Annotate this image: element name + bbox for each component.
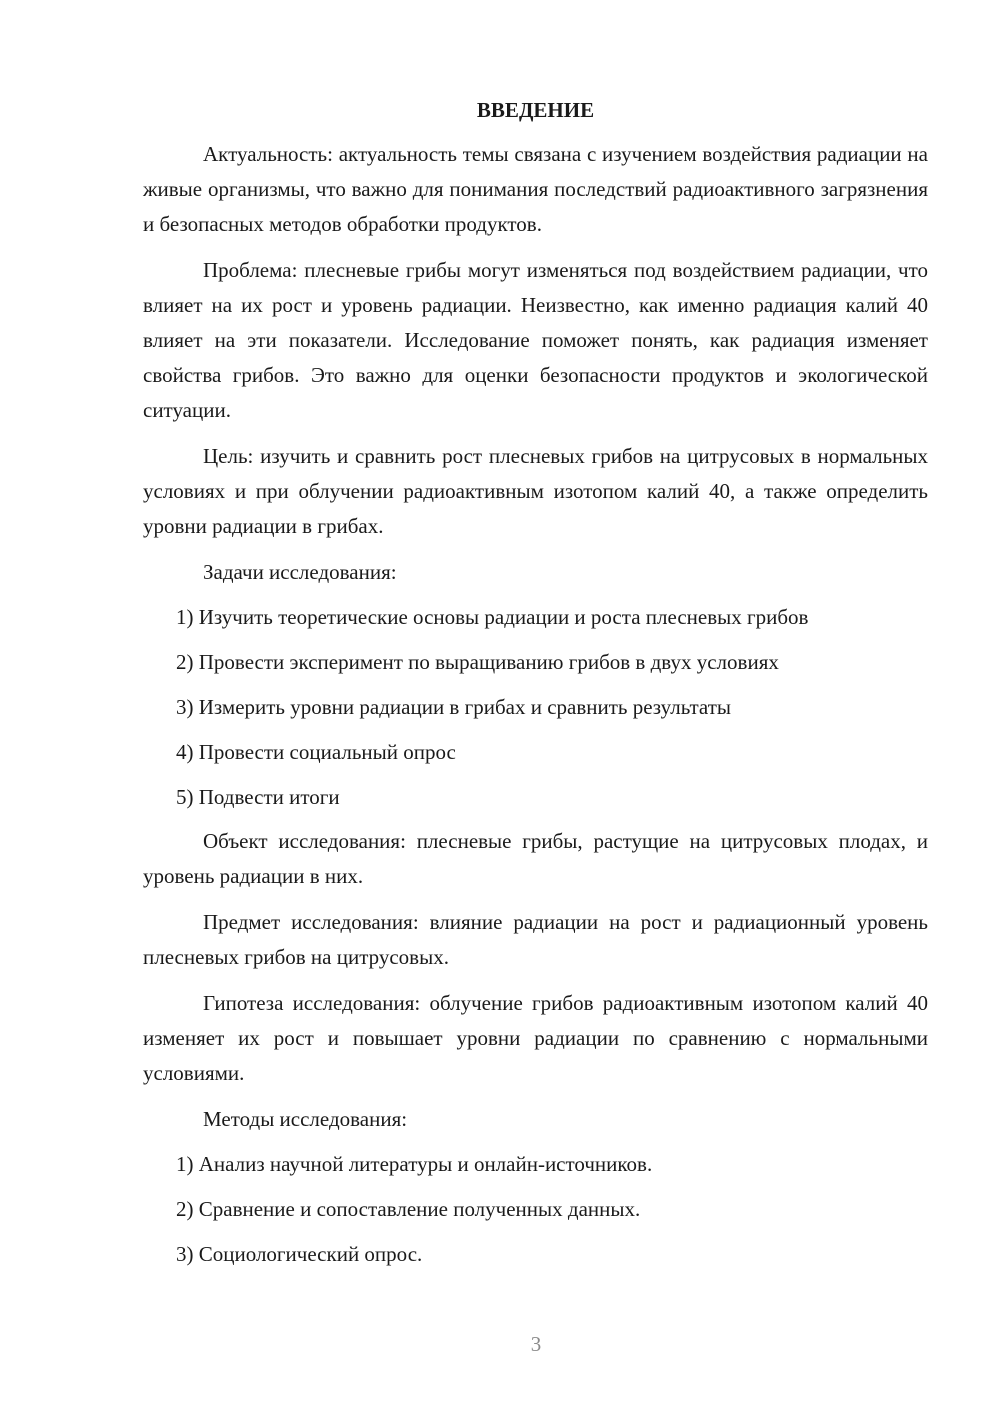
list-item: 1) Анализ научной литературы и онлайн-источников. xyxy=(176,1152,653,1176)
object-paragraph: Объект исследования: плесневые грибы, растущие на цитрусовых плодах, и уровень радиации в них. xyxy=(143,829,928,888)
tasks-label: Задачи исследования: xyxy=(203,560,397,584)
list-item: 3) Социологический опрос. xyxy=(176,1242,423,1266)
document-page xyxy=(143,96,928,1281)
list-item: 2) Сравнение и сопоставление полученных данных. xyxy=(176,1197,641,1221)
list-item: 3) Измерить уровни радиации в грибах и сравнить результаты xyxy=(176,695,731,719)
page-number: 3 xyxy=(530,1332,542,1356)
list-item: 5) Подвести итоги xyxy=(176,785,340,809)
subject-paragraph: Предмет исследования: влияние радиации на рост и радиационный уровень плесневых грибов на цитрусовых. xyxy=(143,910,928,969)
methods-label: Методы исследования: xyxy=(203,1107,408,1131)
problem-paragraph: Проблема: плесневые грибы могут изменяться под воздействием радиации, что влияет на их рост и уровень радиации. Неизвестно, как именно радиация калий 40 влияет на эти показатели. Исследование поможет понять, как радиация изменяет свойства грибов. Это важно для оценки безопасности продуктов и экологической ситуации. xyxy=(143,258,928,422)
goal-paragraph: Цель: изучить и сравнить рост плесневых грибов на цитрусовых в нормальных условиях и при облучении радиоактивным изотопом калий 40, а также определить уровни радиации в грибах. xyxy=(143,444,928,538)
relevance-paragraph: Актуальность: актуальность темы связана с изучением воздействия радиации на живые организмы, что важно для понимания последствий радиоактивного загрязнения и безопасных методов обработки продуктов. xyxy=(143,142,928,236)
list-item: 1) Изучить теоретические основы радиации и роста плесневых грибов xyxy=(176,605,809,629)
hypothesis-paragraph: Гипотеза исследования: облучение грибов радиоактивным изотопом калий 40 изменяет их рост и повышает уровни радиации по сравнению с нормальными условиями. xyxy=(143,991,928,1085)
list-item: 4) Провести социальный опрос xyxy=(176,740,456,764)
list-item: 2) Провести эксперимент по выращиванию грибов в двух условиях xyxy=(176,650,779,674)
tasks-list xyxy=(143,600,928,815)
methods-list xyxy=(143,1147,928,1272)
page-title: ВВЕДЕНИЕ xyxy=(476,98,595,122)
